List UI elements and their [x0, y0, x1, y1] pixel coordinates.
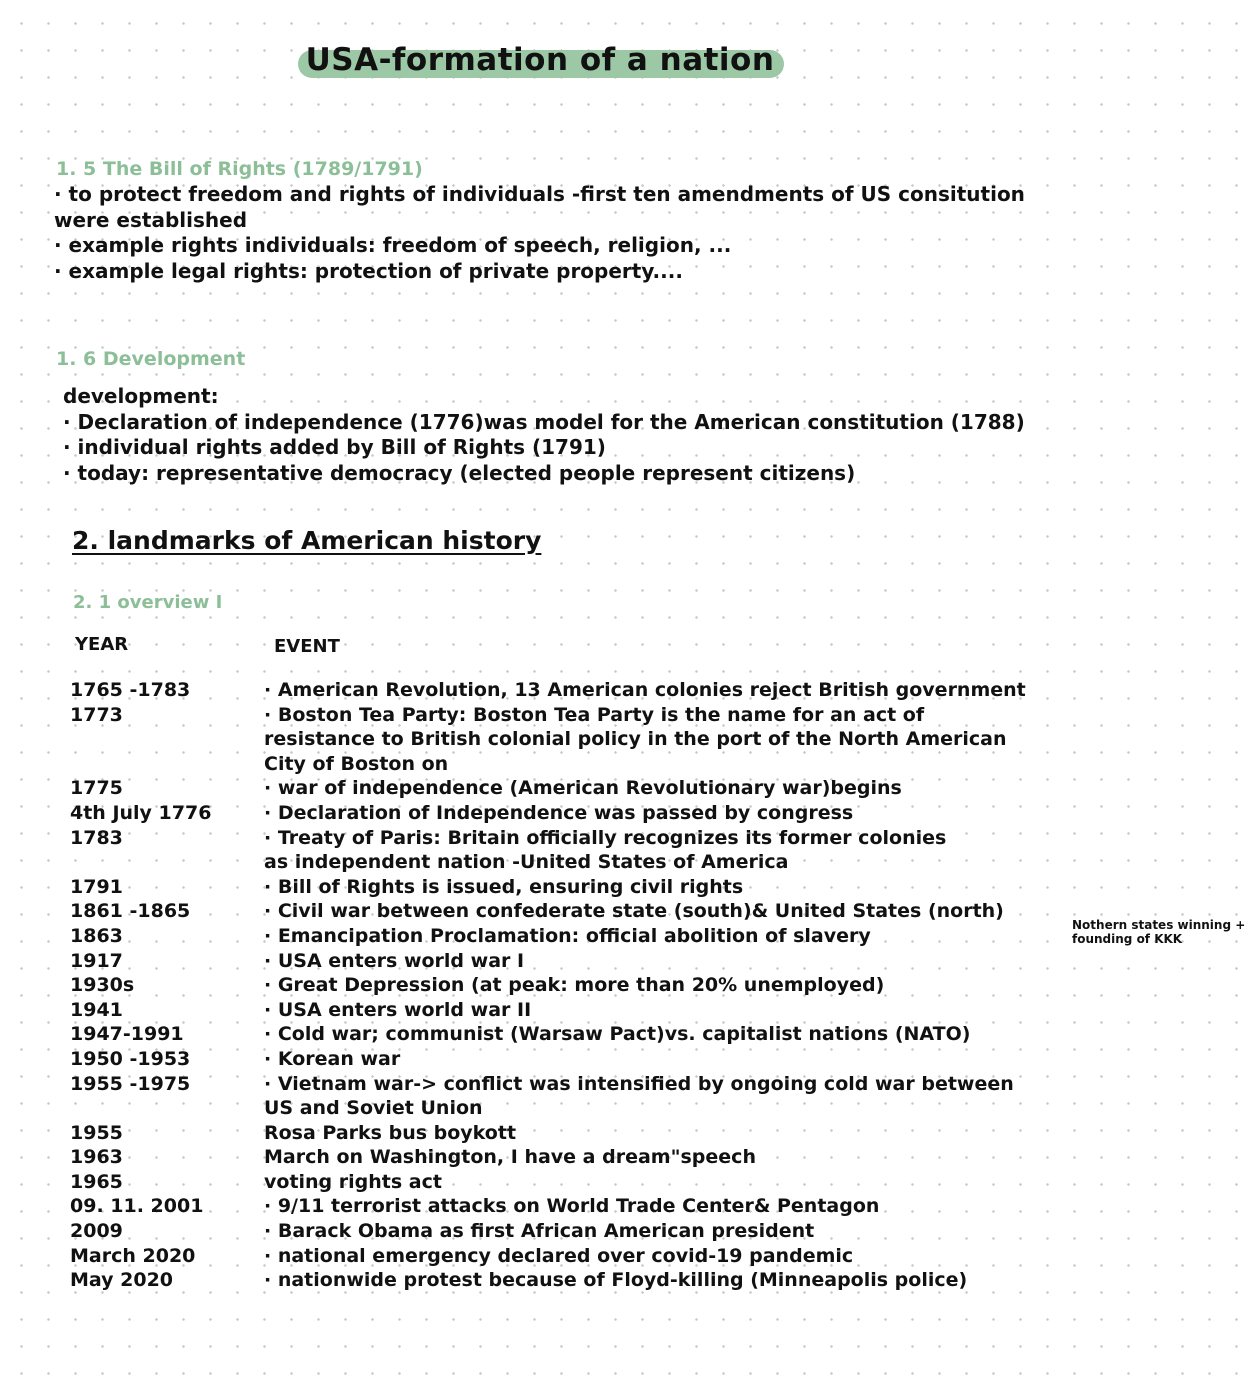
timeline-row: [70, 1022, 1060, 1047]
timeline-event: [264, 1194, 1060, 1219]
timeline-year: 1950 -1953: [70, 1047, 191, 1070]
timeline-event-line: voting rights act: [264, 1170, 442, 1193]
timeline-event-line: · nationwide protest because of Floyd-killing (Minneapolis police): [264, 1269, 968, 1292]
timeline-event: [264, 703, 1060, 777]
timeline-event: [264, 1219, 1060, 1244]
page-title: [296, 38, 785, 82]
timeline-event-line: · Declaration of Independence was passed by congress: [264, 801, 854, 824]
timeline-year: 1930s: [70, 974, 135, 997]
timeline-event-line: · USA enters world war II: [264, 998, 532, 1021]
timeline-event: [264, 678, 1060, 703]
page-title-text: USA-formation of a nation: [305, 42, 775, 78]
timeline-event: [264, 826, 1060, 875]
timeline-year: 1861 -1865: [70, 900, 191, 923]
column-header-year: YEAR: [75, 634, 129, 655]
timeline-event-line: · Treaty of Paris: Britain officially recognizes its former colonies: [264, 826, 947, 849]
timeline-event-line: as independent nation -United States of America: [264, 851, 789, 874]
timeline-row: [70, 899, 1060, 924]
timeline-event: [264, 1268, 1060, 1293]
timeline-year: 1773: [70, 703, 123, 726]
timeline-event-line: City of Boston on: [264, 752, 449, 775]
timeline-event: [264, 1022, 1060, 1047]
timeline-row: [70, 917, 1245, 949]
timeline-year: 1947-1991: [70, 1023, 184, 1046]
timeline-year: 1775: [70, 777, 123, 800]
timeline-event-line: · Boston Tea Party: Boston Tea Party is the name for an act of: [264, 703, 925, 726]
section-1-6-heading: 1. 6 Development: [56, 348, 246, 370]
timeline-event: [264, 973, 1060, 998]
timeline-row: [70, 776, 1060, 801]
timeline-event-line: · Great Depression (at peak: more than 20% unemployed): [264, 974, 885, 997]
section-1-5-line: · example rights individuals: freedom of speech, religion, ...: [54, 233, 732, 257]
timeline-year: 4th July 1776: [70, 801, 212, 824]
timeline-row: [70, 1219, 1060, 1244]
timeline-table: [70, 678, 1245, 1293]
side-note-line: Nothern states winning +: [1072, 917, 1245, 932]
section-1-5-line: were established: [54, 207, 248, 232]
timeline-side-note: [1072, 918, 1245, 946]
timeline-year: 1965: [70, 1170, 123, 1193]
timeline-year: 1783: [70, 826, 123, 849]
section-2-heading: 2. landmarks of American history: [72, 526, 542, 555]
timeline-event-line: · national emergency declared over covid-19 pandemic: [264, 1244, 854, 1267]
timeline-event-line: · American Revolution, 13 American colonies reject British government: [264, 679, 1026, 701]
timeline-year: 1941: [70, 998, 123, 1021]
timeline-row: [70, 1047, 1060, 1072]
section-1-5-line: · example legal rights: protection of private property....: [54, 258, 683, 283]
section-1-6-line: · Declaration of independence (1776)was model for the American constitution (1788): [63, 409, 1025, 434]
timeline-event: [264, 801, 1060, 826]
timeline-row: [70, 1072, 1060, 1121]
timeline-event-line: · Korean war: [264, 1047, 401, 1070]
timeline-row: [70, 703, 1060, 777]
timeline-year: May 2020: [70, 1269, 174, 1292]
timeline-event-line: · Bill of Rights is issued, ensuring civil rights: [264, 875, 744, 898]
title-area: [0, 38, 1080, 82]
timeline-row: [70, 1268, 1060, 1293]
timeline-event-line: · Emancipation Proclamation: official abolition of slavery: [264, 924, 871, 947]
timeline-event: [264, 1145, 1060, 1170]
timeline-row: [70, 998, 1060, 1023]
timeline-year: 1963: [70, 1146, 123, 1169]
section-1-6-line: · today: representative democracy (elected people represent citizens): [63, 460, 856, 485]
timeline-row: [70, 1170, 1060, 1195]
column-header-event: EVENT: [274, 636, 340, 657]
timeline-event: [264, 998, 1060, 1023]
timeline-event-line: Rosa Parks bus boykott: [264, 1121, 517, 1144]
timeline-year: 09. 11. 2001: [70, 1195, 204, 1218]
section-1-5-line: · to protect freedom and rights of individuals -first ten amendments of US consitution: [54, 182, 1025, 206]
timeline-event-line: · Cold war; communist (Warsaw Pact)vs. capitalist nations (NATO): [264, 1023, 971, 1046]
timeline-event: [264, 1121, 1060, 1146]
timeline-event: [264, 1047, 1060, 1072]
timeline-event: [264, 776, 1060, 801]
section-1-6-line: · individual rights added by Bill of Rights (1791): [63, 435, 606, 459]
timeline-year: 1955 -1975: [70, 1072, 191, 1095]
timeline-event-line: · Barack Obama as first African American president: [264, 1220, 815, 1243]
timeline-row: [70, 949, 1060, 974]
timeline-row: [70, 801, 1060, 826]
timeline-event-line: March on Washington, I have a dream"speech: [264, 1146, 756, 1169]
timeline-year: 1917: [70, 949, 123, 972]
timeline-event-line: · 9/11 terrorist attacks on World Trade Center& Pentagon: [264, 1195, 880, 1218]
timeline-row: [70, 973, 1060, 998]
timeline-row: [70, 1145, 1060, 1170]
timeline-event: [264, 1072, 1060, 1121]
timeline-row: [70, 678, 1060, 703]
timeline-event: [264, 949, 1060, 974]
section-1-5-body: [54, 182, 1025, 284]
timeline-row: [70, 1121, 1060, 1146]
timeline-event: [264, 875, 1060, 900]
timeline-event-line: · Vietnam war-> conflict was intensified by ongoing cold war between: [264, 1072, 1014, 1095]
timeline-row: [70, 1244, 1060, 1269]
section-1-6-line: development:: [63, 384, 219, 408]
timeline-year: 1791: [70, 875, 123, 898]
timeline-event-line: · war of independence (American Revolutionary war)begins: [264, 777, 902, 800]
timeline-year: March 2020: [70, 1244, 196, 1267]
section-1-5-heading: 1. 5 The Bill of Rights (1789/1791): [56, 158, 423, 180]
section-1-6-body: [63, 384, 1025, 486]
section-2-1-heading: 2. 1 overview I: [73, 592, 223, 613]
side-note-line: founding of KKK: [1072, 931, 1183, 946]
timeline-event: [264, 1170, 1060, 1195]
timeline-event: [264, 899, 1060, 924]
timeline-year: 1765 -1783: [70, 679, 191, 701]
timeline-year: 1863: [70, 924, 123, 947]
timeline-year: 2009: [70, 1220, 123, 1243]
timeline-row: [70, 826, 1060, 875]
timeline-event-line: · Civil war between confederate state (south)& United States (north): [264, 900, 1004, 923]
timeline-event-line: US and Soviet Union: [264, 1097, 483, 1120]
timeline-year: 1955: [70, 1121, 123, 1144]
timeline-event-line: · USA enters world war I: [264, 949, 525, 972]
timeline-event: [264, 1244, 1060, 1269]
timeline-event-line: resistance to British colonial policy in the port of the North American: [264, 728, 1007, 751]
timeline-row: [70, 1194, 1060, 1219]
timeline-event: [264, 917, 1245, 949]
timeline-row: [70, 875, 1060, 900]
